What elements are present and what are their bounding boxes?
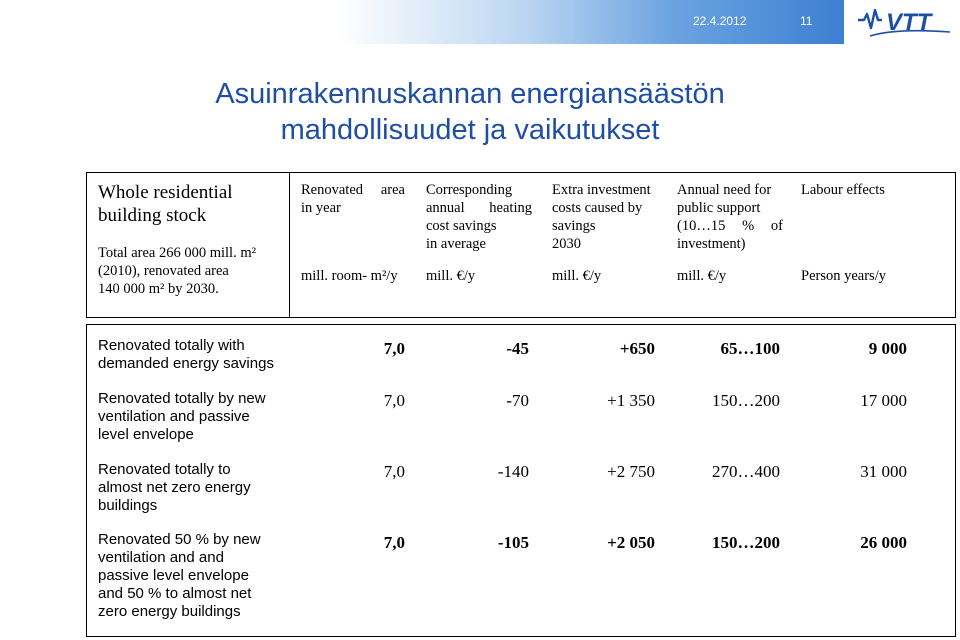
slide-date: 22.4.2012 <box>693 14 747 28</box>
row-label: Renovated totally with demanded energy savings <box>98 337 274 372</box>
value-support: 150…200 <box>712 533 780 552</box>
value-savings: -45 <box>506 339 529 358</box>
value-savings: -70 <box>506 391 529 410</box>
col-header-support: Annual need for public support (10…15 % of investment) <box>677 182 783 252</box>
logo-text: VTT <box>886 9 932 36</box>
stock-heading: Whole residential building stock <box>98 182 233 226</box>
col-unit-investment: mill. €/y <box>552 268 602 284</box>
value-labour: 26 000 <box>860 533 907 552</box>
col-unit-support: mill. €/y <box>677 268 727 284</box>
value-support: 270…400 <box>712 462 780 481</box>
slide-number: 11 <box>800 14 813 28</box>
col-header-savings: Corresponding annual heating cost savings in average <box>426 182 532 252</box>
row-label: Renovated totally to almost net zero energy buildings <box>98 461 251 514</box>
stock-box <box>86 172 290 318</box>
value-labour: 31 000 <box>860 462 907 481</box>
vtt-logo-icon <box>856 6 952 38</box>
value-labour: 9 000 <box>868 339 907 358</box>
col-header-investment: Extra investment costs caused by savings 2030 <box>552 182 651 252</box>
title-line-2: mahdollisuudet ja vaikutukset <box>280 114 660 146</box>
page-title <box>150 76 790 148</box>
value-support: 150…200 <box>712 391 780 410</box>
row-label: Renovated 50 % by new ventilation and and passive level envelope and 50 % to almost net zero energy buildings <box>98 531 261 620</box>
header-bar <box>0 0 960 44</box>
value-investment: +1 350 <box>607 391 655 410</box>
stock-info: Total area 266 000 mill. m² (2010), renovated area 140 000 m² by 2030. <box>98 245 256 297</box>
col-header-labour: Labour effects <box>801 182 885 198</box>
col-unit-labour: Person years/y <box>801 268 886 284</box>
column-header-box <box>289 172 956 318</box>
value-savings: -140 <box>497 462 529 481</box>
value-renovated: 7,0 <box>383 391 405 410</box>
value-renovated: 7,0 <box>383 462 405 481</box>
value-investment: +2 050 <box>607 533 655 552</box>
col-header-renovated: Renovated area in year <box>301 182 405 216</box>
col-unit-savings: mill. €/y <box>426 268 476 284</box>
value-labour: 17 000 <box>860 391 907 410</box>
value-investment: +650 <box>619 339 655 358</box>
value-renovated: 7,0 <box>383 533 405 552</box>
title-line-1: Asuinrakennuskannan energiansäästön <box>215 78 725 110</box>
col-unit-renovated: mill. room- m²/y <box>301 268 398 284</box>
value-savings: -105 <box>497 533 529 552</box>
value-investment: +2 750 <box>607 462 655 481</box>
value-support: 65…100 <box>720 339 780 358</box>
value-renovated: 7,0 <box>383 339 405 358</box>
data-table <box>86 324 956 637</box>
row-label: Renovated totally by new ventilation and passive level envelope <box>98 390 266 443</box>
